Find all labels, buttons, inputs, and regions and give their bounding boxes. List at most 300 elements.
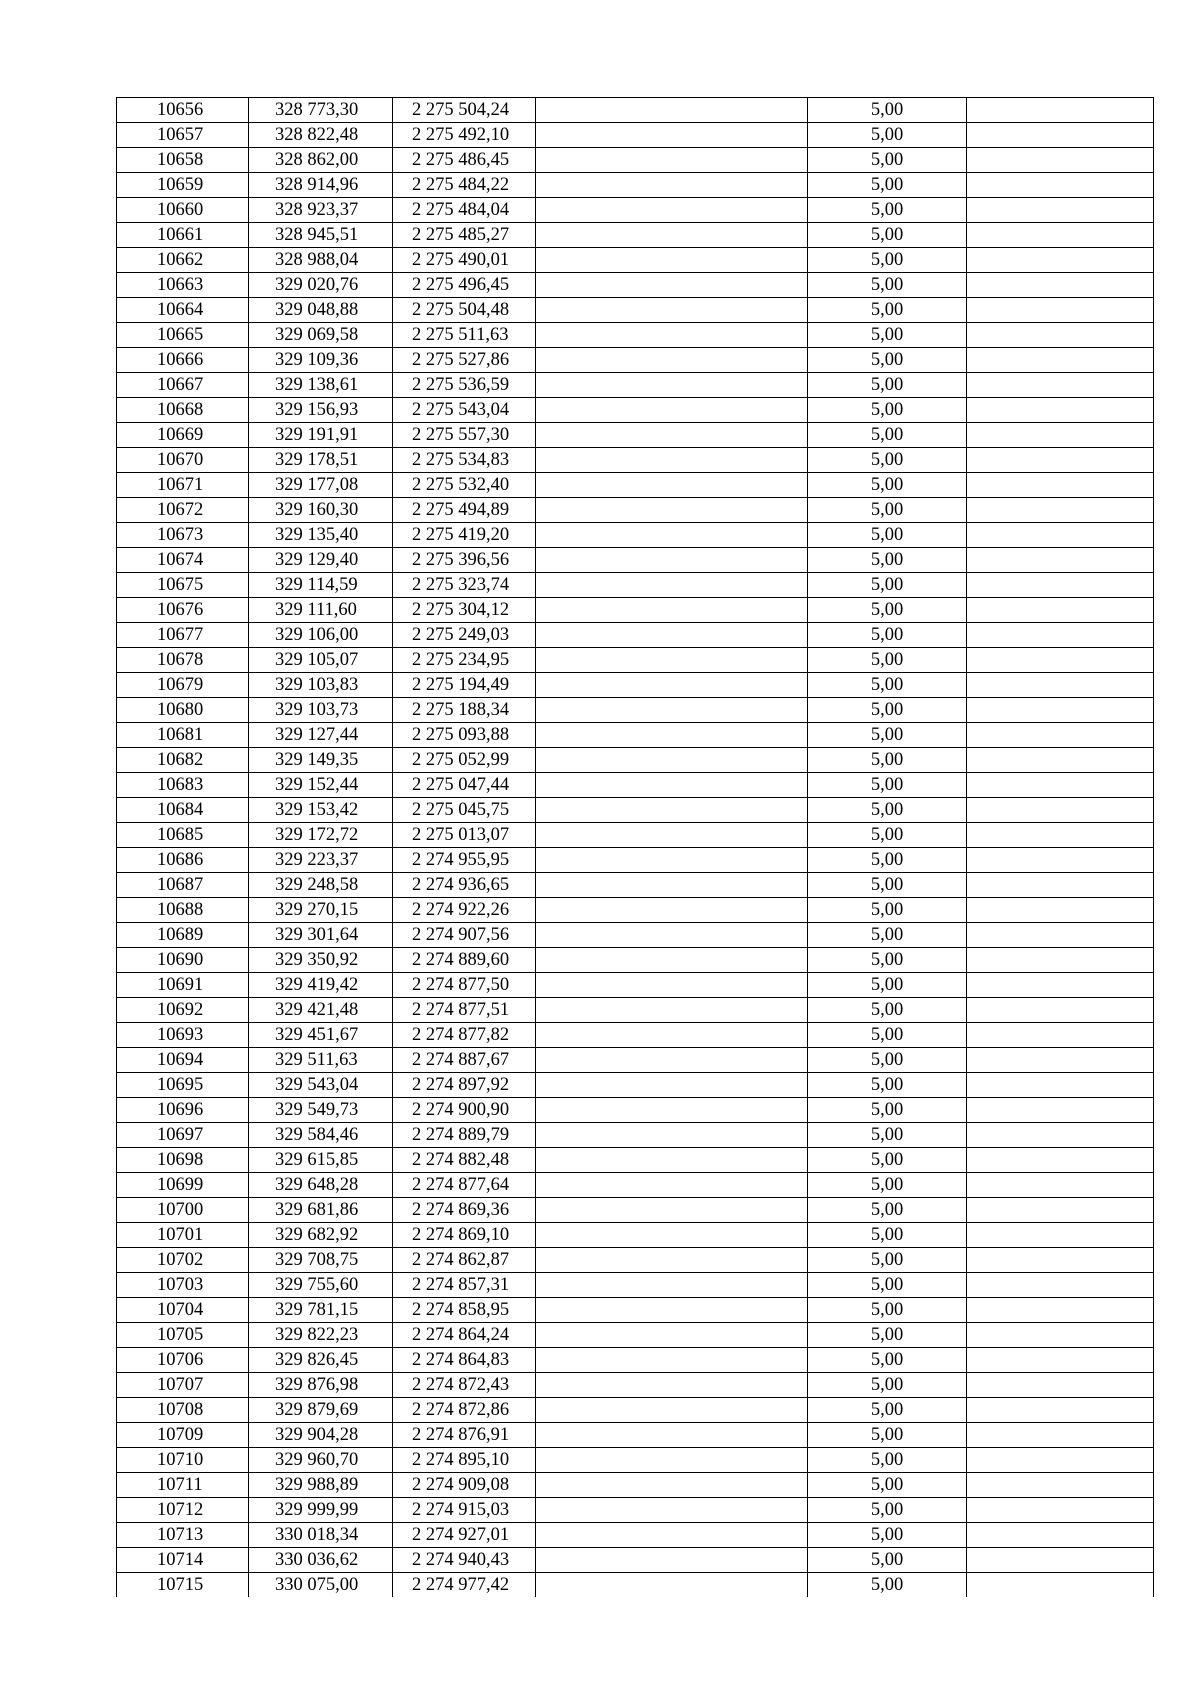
y-coordinate-cell: 2 275 494,89 bbox=[393, 498, 536, 523]
y-coordinate-cell: 2 275 536,59 bbox=[393, 373, 536, 398]
empty-cell bbox=[536, 798, 808, 823]
empty-cell bbox=[536, 1523, 808, 1548]
distance-cell: 5,00 bbox=[808, 548, 967, 573]
y-coordinate-cell: 2 275 532,40 bbox=[393, 473, 536, 498]
point-number-cell: 10692 bbox=[117, 998, 249, 1023]
y-coordinate-cell: 2 274 977,42 bbox=[393, 1573, 536, 1598]
distance-cell: 5,00 bbox=[808, 1573, 967, 1598]
empty-cell bbox=[967, 1448, 1154, 1473]
empty-cell bbox=[536, 1273, 808, 1298]
y-coordinate-cell: 2 274 927,01 bbox=[393, 1523, 536, 1548]
distance-cell: 5,00 bbox=[808, 598, 967, 623]
table-row bbox=[117, 1498, 1154, 1523]
point-number-cell: 10659 bbox=[117, 173, 249, 198]
point-number-cell: 10663 bbox=[117, 273, 249, 298]
x-coordinate-cell: 329 103,83 bbox=[249, 673, 393, 698]
empty-cell bbox=[967, 398, 1154, 423]
distance-cell: 5,00 bbox=[808, 1148, 967, 1173]
x-coordinate-cell: 329 988,89 bbox=[249, 1473, 393, 1498]
empty-cell bbox=[536, 1073, 808, 1098]
empty-cell bbox=[967, 1023, 1154, 1048]
y-coordinate-cell: 2 275 504,24 bbox=[393, 98, 536, 123]
point-number-cell: 10703 bbox=[117, 1273, 249, 1298]
point-number-cell: 10698 bbox=[117, 1148, 249, 1173]
point-number-cell: 10681 bbox=[117, 723, 249, 748]
y-coordinate-cell: 2 275 511,63 bbox=[393, 323, 536, 348]
empty-cell bbox=[967, 1473, 1154, 1498]
empty-cell bbox=[536, 223, 808, 248]
empty-cell bbox=[536, 1098, 808, 1123]
distance-cell: 5,00 bbox=[808, 1098, 967, 1123]
x-coordinate-cell: 330 075,00 bbox=[249, 1573, 393, 1598]
x-coordinate-cell: 329 020,76 bbox=[249, 273, 393, 298]
table-row bbox=[117, 1098, 1154, 1123]
y-coordinate-cell: 2 274 889,79 bbox=[393, 1123, 536, 1148]
empty-cell bbox=[967, 1048, 1154, 1073]
empty-cell bbox=[967, 473, 1154, 498]
y-coordinate-cell: 2 274 889,60 bbox=[393, 948, 536, 973]
x-coordinate-cell: 329 999,99 bbox=[249, 1498, 393, 1523]
y-coordinate-cell: 2 274 869,36 bbox=[393, 1198, 536, 1223]
table-row bbox=[117, 398, 1154, 423]
empty-cell bbox=[536, 748, 808, 773]
distance-cell: 5,00 bbox=[808, 998, 967, 1023]
y-coordinate-cell: 2 274 869,10 bbox=[393, 1223, 536, 1248]
x-coordinate-cell: 328 773,30 bbox=[249, 98, 393, 123]
y-coordinate-cell: 2 275 052,99 bbox=[393, 748, 536, 773]
y-coordinate-cell: 2 275 484,04 bbox=[393, 198, 536, 223]
point-number-cell: 10683 bbox=[117, 773, 249, 798]
distance-cell: 5,00 bbox=[808, 1348, 967, 1373]
point-number-cell: 10677 bbox=[117, 623, 249, 648]
distance-cell: 5,00 bbox=[808, 1023, 967, 1048]
table-row bbox=[117, 898, 1154, 923]
distance-cell: 5,00 bbox=[808, 298, 967, 323]
empty-cell bbox=[967, 1173, 1154, 1198]
y-coordinate-cell: 2 274 872,86 bbox=[393, 1398, 536, 1423]
y-coordinate-cell: 2 274 872,43 bbox=[393, 1373, 536, 1398]
x-coordinate-cell: 329 421,48 bbox=[249, 998, 393, 1023]
y-coordinate-cell: 2 274 922,26 bbox=[393, 898, 536, 923]
distance-cell: 5,00 bbox=[808, 248, 967, 273]
y-coordinate-cell: 2 275 249,03 bbox=[393, 623, 536, 648]
empty-cell bbox=[536, 973, 808, 998]
empty-cell bbox=[536, 398, 808, 423]
distance-cell: 5,00 bbox=[808, 498, 967, 523]
distance-cell: 5,00 bbox=[808, 848, 967, 873]
x-coordinate-cell: 329 138,61 bbox=[249, 373, 393, 398]
x-coordinate-cell: 329 419,42 bbox=[249, 973, 393, 998]
point-number-cell: 10667 bbox=[117, 373, 249, 398]
y-coordinate-cell: 2 275 557,30 bbox=[393, 423, 536, 448]
distance-cell: 5,00 bbox=[808, 823, 967, 848]
x-coordinate-cell: 329 152,44 bbox=[249, 773, 393, 798]
y-coordinate-cell: 2 274 877,51 bbox=[393, 998, 536, 1023]
x-coordinate-cell: 329 172,72 bbox=[249, 823, 393, 848]
table-row bbox=[117, 1348, 1154, 1373]
empty-cell bbox=[967, 273, 1154, 298]
empty-cell bbox=[536, 698, 808, 723]
x-coordinate-cell: 329 904,28 bbox=[249, 1423, 393, 1448]
table-row bbox=[117, 1373, 1154, 1398]
empty-cell bbox=[967, 1523, 1154, 1548]
distance-cell: 5,00 bbox=[808, 373, 967, 398]
distance-cell: 5,00 bbox=[808, 323, 967, 348]
table-row bbox=[117, 523, 1154, 548]
empty-cell bbox=[967, 523, 1154, 548]
x-coordinate-cell: 329 511,63 bbox=[249, 1048, 393, 1073]
point-number-cell: 10657 bbox=[117, 123, 249, 148]
empty-cell bbox=[536, 723, 808, 748]
table-row bbox=[117, 173, 1154, 198]
point-number-cell: 10682 bbox=[117, 748, 249, 773]
y-coordinate-cell: 2 274 877,82 bbox=[393, 1023, 536, 1048]
empty-cell bbox=[536, 848, 808, 873]
empty-cell bbox=[536, 248, 808, 273]
table-row bbox=[117, 673, 1154, 698]
empty-cell bbox=[536, 1298, 808, 1323]
empty-cell bbox=[967, 673, 1154, 698]
table-row bbox=[117, 298, 1154, 323]
table-row bbox=[117, 1548, 1154, 1573]
table-row bbox=[117, 1123, 1154, 1148]
table-row bbox=[117, 198, 1154, 223]
empty-cell bbox=[967, 748, 1154, 773]
empty-cell bbox=[536, 1448, 808, 1473]
distance-cell: 5,00 bbox=[808, 1298, 967, 1323]
y-coordinate-cell: 2 275 527,86 bbox=[393, 348, 536, 373]
x-coordinate-cell: 329 135,40 bbox=[249, 523, 393, 548]
table-row bbox=[117, 273, 1154, 298]
point-number-cell: 10695 bbox=[117, 1073, 249, 1098]
point-number-cell: 10672 bbox=[117, 498, 249, 523]
x-coordinate-cell: 329 069,58 bbox=[249, 323, 393, 348]
y-coordinate-cell: 2 274 882,48 bbox=[393, 1148, 536, 1173]
table-row bbox=[117, 248, 1154, 273]
table-row bbox=[117, 1023, 1154, 1048]
empty-cell bbox=[536, 198, 808, 223]
x-coordinate-cell: 329 114,59 bbox=[249, 573, 393, 598]
point-number-cell: 10707 bbox=[117, 1373, 249, 1398]
point-number-cell: 10702 bbox=[117, 1248, 249, 1273]
point-number-cell: 10690 bbox=[117, 948, 249, 973]
empty-cell bbox=[967, 173, 1154, 198]
empty-cell bbox=[967, 1073, 1154, 1098]
empty-cell bbox=[536, 873, 808, 898]
coordinates-table bbox=[116, 97, 1154, 1597]
table-row bbox=[117, 848, 1154, 873]
table-row bbox=[117, 948, 1154, 973]
x-coordinate-cell: 329 177,08 bbox=[249, 473, 393, 498]
x-coordinate-cell: 329 106,00 bbox=[249, 623, 393, 648]
empty-cell bbox=[967, 773, 1154, 798]
x-coordinate-cell: 329 109,36 bbox=[249, 348, 393, 373]
x-coordinate-cell: 329 543,04 bbox=[249, 1073, 393, 1098]
empty-cell bbox=[967, 698, 1154, 723]
table-row bbox=[117, 998, 1154, 1023]
distance-cell: 5,00 bbox=[808, 223, 967, 248]
table-row bbox=[117, 873, 1154, 898]
point-number-cell: 10694 bbox=[117, 1048, 249, 1073]
point-number-cell: 10715 bbox=[117, 1573, 249, 1598]
empty-cell bbox=[536, 1223, 808, 1248]
empty-cell bbox=[536, 323, 808, 348]
table-row bbox=[117, 1423, 1154, 1448]
x-coordinate-cell: 328 945,51 bbox=[249, 223, 393, 248]
distance-cell: 5,00 bbox=[808, 948, 967, 973]
empty-cell bbox=[967, 873, 1154, 898]
y-coordinate-cell: 2 275 490,01 bbox=[393, 248, 536, 273]
empty-cell bbox=[536, 548, 808, 573]
table-row bbox=[117, 148, 1154, 173]
point-number-cell: 10696 bbox=[117, 1098, 249, 1123]
empty-cell bbox=[967, 598, 1154, 623]
distance-cell: 5,00 bbox=[808, 1073, 967, 1098]
table-row bbox=[117, 1448, 1154, 1473]
empty-cell bbox=[536, 1373, 808, 1398]
y-coordinate-cell: 2 274 858,95 bbox=[393, 1298, 536, 1323]
empty-cell bbox=[536, 298, 808, 323]
x-coordinate-cell: 329 781,15 bbox=[249, 1298, 393, 1323]
empty-cell bbox=[536, 1248, 808, 1273]
point-number-cell: 10674 bbox=[117, 548, 249, 573]
empty-cell bbox=[967, 1373, 1154, 1398]
distance-cell: 5,00 bbox=[808, 698, 967, 723]
distance-cell: 5,00 bbox=[808, 798, 967, 823]
x-coordinate-cell: 329 879,69 bbox=[249, 1398, 393, 1423]
x-coordinate-cell: 329 153,42 bbox=[249, 798, 393, 823]
table-row bbox=[117, 698, 1154, 723]
y-coordinate-cell: 2 274 895,10 bbox=[393, 1448, 536, 1473]
y-coordinate-cell: 2 275 543,04 bbox=[393, 398, 536, 423]
x-coordinate-cell: 328 862,00 bbox=[249, 148, 393, 173]
x-coordinate-cell: 329 826,45 bbox=[249, 1348, 393, 1373]
empty-cell bbox=[536, 1398, 808, 1423]
point-number-cell: 10675 bbox=[117, 573, 249, 598]
y-coordinate-cell: 2 274 909,08 bbox=[393, 1473, 536, 1498]
empty-cell bbox=[536, 523, 808, 548]
empty-cell bbox=[967, 298, 1154, 323]
empty-cell bbox=[967, 1198, 1154, 1223]
point-number-cell: 10697 bbox=[117, 1123, 249, 1148]
x-coordinate-cell: 329 129,40 bbox=[249, 548, 393, 573]
distance-cell: 5,00 bbox=[808, 348, 967, 373]
point-number-cell: 10712 bbox=[117, 1498, 249, 1523]
y-coordinate-cell: 2 275 234,95 bbox=[393, 648, 536, 673]
x-coordinate-cell: 329 301,64 bbox=[249, 923, 393, 948]
x-coordinate-cell: 329 248,58 bbox=[249, 873, 393, 898]
y-coordinate-cell: 2 275 396,56 bbox=[393, 548, 536, 573]
x-coordinate-cell: 329 149,35 bbox=[249, 748, 393, 773]
empty-cell bbox=[536, 1348, 808, 1373]
distance-cell: 5,00 bbox=[808, 1523, 967, 1548]
table-row bbox=[117, 1473, 1154, 1498]
distance-cell: 5,00 bbox=[808, 473, 967, 498]
empty-cell bbox=[536, 1173, 808, 1198]
y-coordinate-cell: 2 275 323,74 bbox=[393, 573, 536, 598]
point-number-cell: 10668 bbox=[117, 398, 249, 423]
distance-cell: 5,00 bbox=[808, 1423, 967, 1448]
distance-cell: 5,00 bbox=[808, 648, 967, 673]
x-coordinate-cell: 329 270,15 bbox=[249, 898, 393, 923]
table-row bbox=[117, 548, 1154, 573]
empty-cell bbox=[967, 723, 1154, 748]
point-number-cell: 10671 bbox=[117, 473, 249, 498]
distance-cell: 5,00 bbox=[808, 973, 967, 998]
empty-cell bbox=[967, 123, 1154, 148]
empty-cell bbox=[536, 1573, 808, 1598]
empty-cell bbox=[967, 373, 1154, 398]
empty-cell bbox=[536, 1423, 808, 1448]
x-coordinate-cell: 329 160,30 bbox=[249, 498, 393, 523]
empty-cell bbox=[536, 373, 808, 398]
point-number-cell: 10658 bbox=[117, 148, 249, 173]
table-row bbox=[117, 973, 1154, 998]
x-coordinate-cell: 329 682,92 bbox=[249, 1223, 393, 1248]
point-number-cell: 10705 bbox=[117, 1323, 249, 1348]
table-row bbox=[117, 498, 1154, 523]
distance-cell: 5,00 bbox=[808, 873, 967, 898]
empty-cell bbox=[967, 1548, 1154, 1573]
empty-cell bbox=[536, 673, 808, 698]
empty-cell bbox=[536, 1023, 808, 1048]
table-row bbox=[117, 1298, 1154, 1323]
table-row bbox=[117, 1573, 1154, 1598]
empty-cell bbox=[967, 573, 1154, 598]
empty-cell bbox=[536, 623, 808, 648]
empty-cell bbox=[967, 223, 1154, 248]
x-coordinate-cell: 329 549,73 bbox=[249, 1098, 393, 1123]
point-number-cell: 10680 bbox=[117, 698, 249, 723]
x-coordinate-cell: 329 755,60 bbox=[249, 1273, 393, 1298]
table-row bbox=[117, 648, 1154, 673]
y-coordinate-cell: 2 274 857,31 bbox=[393, 1273, 536, 1298]
point-number-cell: 10673 bbox=[117, 523, 249, 548]
table-row bbox=[117, 423, 1154, 448]
table-row bbox=[117, 1198, 1154, 1223]
empty-cell bbox=[536, 148, 808, 173]
distance-cell: 5,00 bbox=[808, 423, 967, 448]
x-coordinate-cell: 329 708,75 bbox=[249, 1248, 393, 1273]
table-row bbox=[117, 323, 1154, 348]
empty-cell bbox=[536, 98, 808, 123]
y-coordinate-cell: 2 274 907,56 bbox=[393, 923, 536, 948]
distance-cell: 5,00 bbox=[808, 1248, 967, 1273]
point-number-cell: 10661 bbox=[117, 223, 249, 248]
distance-cell: 5,00 bbox=[808, 1398, 967, 1423]
empty-cell bbox=[536, 448, 808, 473]
empty-cell bbox=[536, 123, 808, 148]
empty-cell bbox=[967, 623, 1154, 648]
distance-cell: 5,00 bbox=[808, 1048, 967, 1073]
table-row bbox=[117, 1073, 1154, 1098]
empty-cell bbox=[967, 198, 1154, 223]
table-row bbox=[117, 1323, 1154, 1348]
x-coordinate-cell: 329 127,44 bbox=[249, 723, 393, 748]
empty-cell bbox=[536, 923, 808, 948]
x-coordinate-cell: 329 451,67 bbox=[249, 1023, 393, 1048]
empty-cell bbox=[967, 148, 1154, 173]
point-number-cell: 10665 bbox=[117, 323, 249, 348]
table-row bbox=[117, 573, 1154, 598]
table-row bbox=[117, 348, 1154, 373]
coordinates-table-body bbox=[117, 98, 1154, 1598]
table-row bbox=[117, 123, 1154, 148]
empty-cell bbox=[967, 1348, 1154, 1373]
empty-cell bbox=[967, 448, 1154, 473]
empty-cell bbox=[967, 973, 1154, 998]
empty-cell bbox=[536, 773, 808, 798]
empty-cell bbox=[967, 498, 1154, 523]
y-coordinate-cell: 2 275 194,49 bbox=[393, 673, 536, 698]
point-number-cell: 10679 bbox=[117, 673, 249, 698]
y-coordinate-cell: 2 275 045,75 bbox=[393, 798, 536, 823]
y-coordinate-cell: 2 274 936,65 bbox=[393, 873, 536, 898]
x-coordinate-cell: 329 681,86 bbox=[249, 1198, 393, 1223]
x-coordinate-cell: 329 103,73 bbox=[249, 698, 393, 723]
table-row bbox=[117, 1248, 1154, 1273]
distance-cell: 5,00 bbox=[808, 1323, 967, 1348]
empty-cell bbox=[967, 898, 1154, 923]
y-coordinate-cell: 2 274 876,91 bbox=[393, 1423, 536, 1448]
x-coordinate-cell: 329 584,46 bbox=[249, 1123, 393, 1148]
point-number-cell: 10676 bbox=[117, 598, 249, 623]
empty-cell bbox=[536, 1048, 808, 1073]
empty-cell bbox=[536, 648, 808, 673]
point-number-cell: 10706 bbox=[117, 1348, 249, 1373]
point-number-cell: 10708 bbox=[117, 1398, 249, 1423]
x-coordinate-cell: 329 876,98 bbox=[249, 1373, 393, 1398]
empty-cell bbox=[536, 1548, 808, 1573]
x-coordinate-cell: 329 350,92 bbox=[249, 948, 393, 973]
y-coordinate-cell: 2 274 877,64 bbox=[393, 1173, 536, 1198]
empty-cell bbox=[967, 798, 1154, 823]
x-coordinate-cell: 329 178,51 bbox=[249, 448, 393, 473]
empty-cell bbox=[967, 1098, 1154, 1123]
distance-cell: 5,00 bbox=[808, 898, 967, 923]
distance-cell: 5,00 bbox=[808, 198, 967, 223]
empty-cell bbox=[536, 1198, 808, 1223]
distance-cell: 5,00 bbox=[808, 273, 967, 298]
distance-cell: 5,00 bbox=[808, 673, 967, 698]
table-row bbox=[117, 223, 1154, 248]
empty-cell bbox=[967, 423, 1154, 448]
distance-cell: 5,00 bbox=[808, 573, 967, 598]
distance-cell: 5,00 bbox=[808, 1548, 967, 1573]
empty-cell bbox=[536, 948, 808, 973]
table-row bbox=[117, 1223, 1154, 1248]
point-number-cell: 10686 bbox=[117, 848, 249, 873]
point-number-cell: 10704 bbox=[117, 1298, 249, 1323]
x-coordinate-cell: 329 191,91 bbox=[249, 423, 393, 448]
point-number-cell: 10689 bbox=[117, 923, 249, 948]
table-row bbox=[117, 1173, 1154, 1198]
x-coordinate-cell: 329 105,07 bbox=[249, 648, 393, 673]
y-coordinate-cell: 2 274 887,67 bbox=[393, 1048, 536, 1073]
distance-cell: 5,00 bbox=[808, 448, 967, 473]
empty-cell bbox=[536, 498, 808, 523]
x-coordinate-cell: 328 988,04 bbox=[249, 248, 393, 273]
point-number-cell: 10699 bbox=[117, 1173, 249, 1198]
distance-cell: 5,00 bbox=[808, 723, 967, 748]
point-number-cell: 10709 bbox=[117, 1423, 249, 1448]
point-number-cell: 10693 bbox=[117, 1023, 249, 1048]
y-coordinate-cell: 2 275 492,10 bbox=[393, 123, 536, 148]
distance-cell: 5,00 bbox=[808, 173, 967, 198]
distance-cell: 5,00 bbox=[808, 1273, 967, 1298]
empty-cell bbox=[967, 1323, 1154, 1348]
table-row bbox=[117, 1398, 1154, 1423]
